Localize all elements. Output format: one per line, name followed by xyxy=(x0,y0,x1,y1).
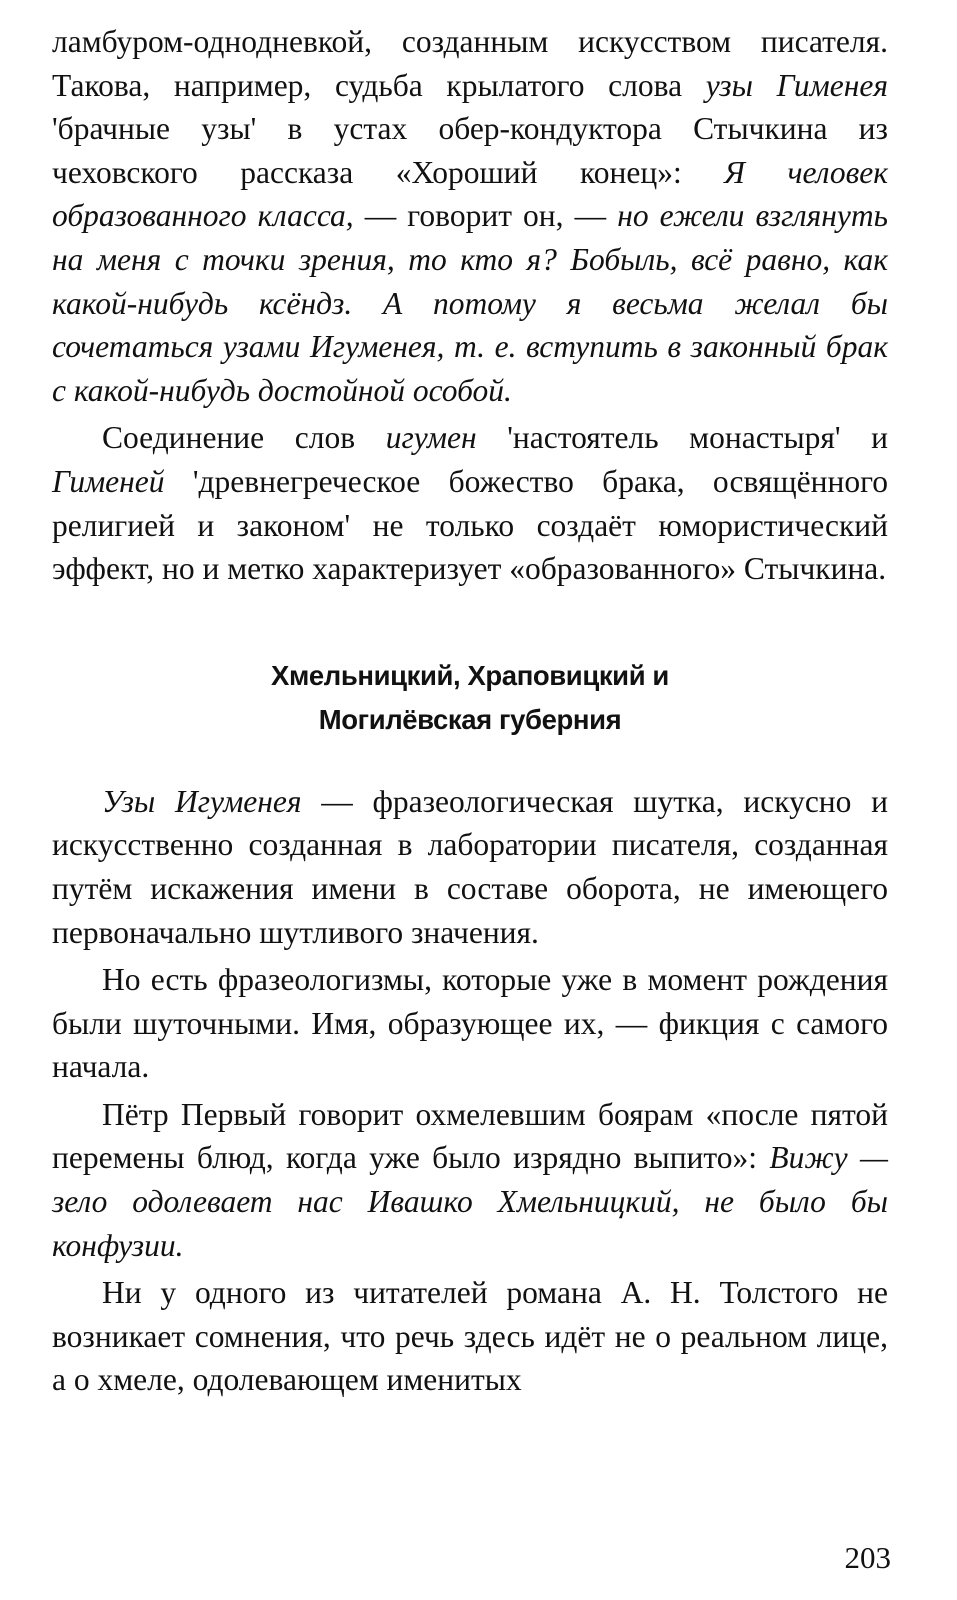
paragraph-2 xyxy=(52,416,888,590)
paragraph-2-text: Соединение слов xyxy=(102,420,386,456)
phrase-uzy-igumeneya: Узы Игуменея xyxy=(102,783,302,819)
section-heading-line-1: Хмельницкий, Храповицкий и xyxy=(271,659,669,691)
quote-uzy-gimeneya: узы Гименея xyxy=(705,67,888,103)
paragraph-1-text-3: — говорит он, — xyxy=(353,198,618,234)
paragraph-4-text: Но есть фразеологизмы, которые уже в момент рождения были шуточными. Имя, образующее их, — фикция с самого начала. xyxy=(52,962,888,1085)
paragraph-6 xyxy=(52,1271,888,1402)
paragraph-5 xyxy=(52,1093,888,1267)
paragraph-2-text-2: 'настоятель монастыря' и xyxy=(476,420,888,456)
paragraph-5-text: Пётр Первый говорит охмелевшим боярам «после пятой перемены блюд, когда уже было изрядно выпито»: xyxy=(52,1096,888,1176)
quote-tolstoy: Вижу — зело одолевает нас Ивашко Хмельницкий, не было бы конфузии. xyxy=(52,1140,888,1263)
paragraph-4 xyxy=(52,958,888,1089)
paragraph-6-text: Ни у одного из читателей романа А. Н. Толстого не возникает сомнения, что речь здесь идёт не о реальном лице, а о хмеле, одолевающем именитых xyxy=(52,1275,888,1398)
paragraph-1-text: ламбуром-однодневкой, созданным искусством писателя. Такова, например, судьба крылатого слова xyxy=(52,24,888,103)
quote-chekhov-2: но ежели взглянуть на меня с точки зрения, то кто я? Бобыль, всё равно, как какой-нибудь ксёндз. А потому я весьма желал бы сочетаться узами Игуменея, т. е. вступить в законный брак с какой-нибудь достойной особой. xyxy=(52,198,888,408)
paragraph-1-text-2: 'брачные узы' в устах обер-кондуктора Стычкина из чеховского рассказа «Хороший конец»: xyxy=(52,111,888,190)
paragraph-2-text-3: 'древнегреческое божество брака, освящённого религией и законом' не только создаёт юмористический эффект, но и метко характеризует «образованного» Стычкина. xyxy=(52,463,888,587)
page-body xyxy=(52,20,888,1402)
paragraph-3-text: — фразеологическая шутка, искусно и искусственно созданная в лаборатории писателя, созданная путём искажения имени в составе оборота, не имеющего первоначально шутливого значения. xyxy=(52,783,888,950)
section-heading-line-2: Могилёвская губерния xyxy=(318,703,622,735)
page-number: 203 xyxy=(844,1540,891,1575)
word-gimeney: Гименей xyxy=(52,463,165,499)
quote-chekhov-1: Я человек образованного класса, xyxy=(52,154,889,234)
paragraph-1 xyxy=(52,20,888,412)
paragraph-3 xyxy=(52,780,888,954)
section-heading xyxy=(52,654,888,742)
word-igumen: игумен xyxy=(385,420,477,456)
